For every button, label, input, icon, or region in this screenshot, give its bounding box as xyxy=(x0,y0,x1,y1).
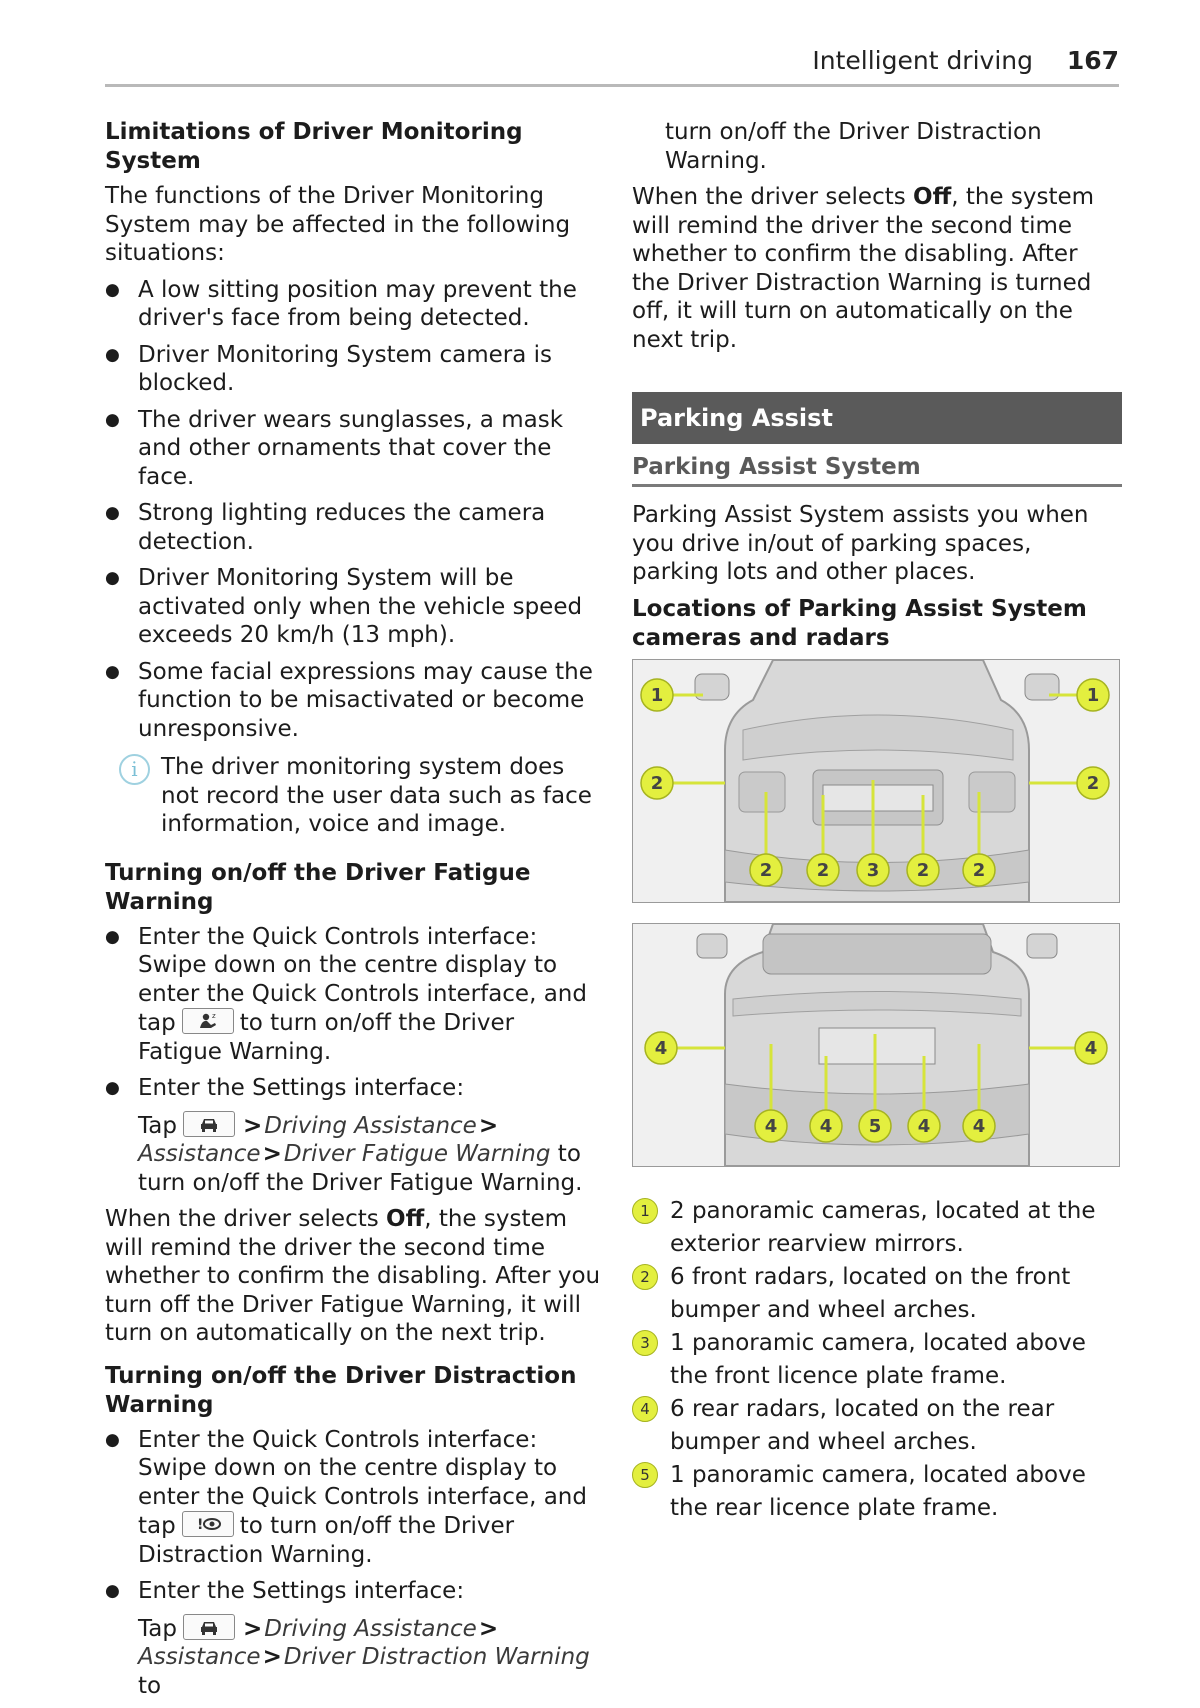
fatigue-heading: Turning on/off the Driver Fatigue Warning xyxy=(105,859,531,915)
legend-item: 1 2 panoramic cameras, located at the exterior rearview mirrors. xyxy=(632,1195,1122,1261)
rear-label-bottom-5: 4 xyxy=(972,1115,986,1137)
distraction-off-paragraph: When the driver selects Off, the system will remind the driver the second time whether to confirm the disabling. After the Driver Distraction Warning is turned off, it will turn on automatically on the next trip. xyxy=(632,184,1095,353)
fatigue-list xyxy=(105,923,605,1103)
limitations-list xyxy=(105,276,605,744)
locations-heading: Locations of Parking Assist System cameras and radars xyxy=(632,595,1087,651)
car-settings-icon xyxy=(183,1614,235,1640)
limitations-intro: The functions of the Driver Monitoring System may be affected in the following situations: xyxy=(105,183,571,266)
legend-badge: 1 xyxy=(632,1198,658,1224)
distraction-settings-path: Tap >Driving Assistance>Assistance>Driver Distraction Warning to xyxy=(138,1615,590,1699)
front-label-side-left: 2 xyxy=(650,772,664,794)
page-number: 167 xyxy=(1066,46,1119,75)
left-column xyxy=(105,118,605,1708)
page-header xyxy=(105,40,1119,87)
right-column xyxy=(632,118,1122,1525)
parking-intro: Parking Assist System assists you when you drive in/out of parking spaces, parking lots and other places. xyxy=(632,502,1089,585)
list-item: ● A low sitting position may prevent the driver's face from being detected. xyxy=(105,276,605,333)
chevron-right-icon: > xyxy=(242,1615,263,1642)
list-item: ● Some facial expressions may cause the function to be misactivated or become unresponsive. xyxy=(105,658,605,744)
front-label-bottom-4: 2 xyxy=(916,859,930,881)
front-label-bottom-3: 3 xyxy=(866,859,880,881)
list-item: ● Driver Monitoring System camera is blocked. xyxy=(105,341,605,398)
legend-badge: 3 xyxy=(632,1330,658,1356)
list-item: ● Enter the Settings interface: xyxy=(105,1074,605,1103)
chevron-right-icon: > xyxy=(262,1644,282,1670)
info-icon: i xyxy=(119,754,150,785)
distraction-list xyxy=(105,1426,605,1606)
rear-label-side-left: 4 xyxy=(654,1037,668,1059)
svg-text:z: z xyxy=(211,1012,216,1020)
front-label-mirror-right: 1 xyxy=(1086,684,1100,706)
legend-badge: 2 xyxy=(632,1264,658,1290)
rear-label-bottom-4: 4 xyxy=(917,1115,931,1137)
list-item: ● Enter the Quick Controls interface: Swipe down on the centre display to enter the Quick Controls interface, and tap ! to turn on/off the Driver Distraction Warning. xyxy=(105,1426,605,1570)
section-bar-parking-assist: Parking Assist xyxy=(632,392,1122,444)
fatigue-warning-icon xyxy=(182,1008,234,1034)
legend-badge: 4 xyxy=(632,1396,658,1422)
front-label-mirror-left: 1 xyxy=(650,684,664,706)
header-section-title: Intelligent driving xyxy=(812,46,1033,75)
legend-item: 5 1 panoramic camera, located above the rear licence plate frame. xyxy=(632,1459,1122,1525)
rear-car-figure xyxy=(632,923,1120,1167)
list-item: ● Driver Monitoring System will be activated only when the vehicle speed exceeds 20 km/h (13 mph). xyxy=(105,564,605,650)
front-car-figure xyxy=(632,659,1120,903)
legend-item: 4 6 rear radars, located on the rear bumper and wheel arches. xyxy=(632,1393,1122,1459)
chevron-right-icon: > xyxy=(478,1112,499,1139)
chevron-right-icon: > xyxy=(478,1615,499,1642)
fatigue-settings-path: Tap >Driving Assistance>Assistance>Driver Fatigue Warning to turn on/off the Driver Fatigue Warning. xyxy=(138,1112,583,1196)
front-label-bottom-5: 2 xyxy=(972,859,986,881)
front-label-side-right: 2 xyxy=(1086,772,1100,794)
rear-label-bottom-3: 5 xyxy=(868,1115,882,1137)
list-item: ● Enter the Settings interface: xyxy=(105,1577,605,1606)
chevron-right-icon: > xyxy=(242,1112,263,1139)
info-note-text: The driver monitoring system does not record the user data such as face information, voice and image. xyxy=(161,754,592,837)
rear-label-side-right: 4 xyxy=(1084,1037,1098,1059)
figure-legend xyxy=(632,1195,1122,1525)
list-item: ● Strong lighting reduces the camera detection. xyxy=(105,499,605,556)
car-settings-icon xyxy=(183,1111,235,1137)
chevron-right-icon: > xyxy=(262,1141,282,1167)
info-note xyxy=(105,753,605,839)
list-item: ● The driver wears sunglasses, a mask and other ornaments that cover the face. xyxy=(105,406,605,492)
legend-badge: 5 xyxy=(632,1462,658,1488)
rear-label-bottom-2: 4 xyxy=(819,1115,833,1137)
rear-label-bottom-1: 4 xyxy=(764,1115,778,1137)
legend-item: 2 6 front radars, located on the front bumper and wheel arches. xyxy=(632,1261,1122,1327)
distraction-heading: Turning on/off the Driver Distraction Warning xyxy=(105,1362,577,1418)
svg-text:!: ! xyxy=(196,1517,204,1533)
front-label-bottom-2: 2 xyxy=(816,859,830,881)
legend-item: 3 1 panoramic camera, located above the front licence plate frame. xyxy=(632,1327,1122,1393)
distraction-warning-icon xyxy=(182,1511,234,1537)
fatigue-off-paragraph: When the driver selects Off, the system will remind the driver the second time whether to confirm the disabling. After you turn off the Driver Fatigue Warning, it will turn on automatically on the next trip. xyxy=(105,1206,601,1346)
list-item: ● Enter the Quick Controls interface: Swipe down on the centre display to enter the Quick Controls interface, and tap z to turn on/off the Driver Fatigue Warning. xyxy=(105,923,605,1067)
limitations-heading: Limitations of Driver Monitoring System xyxy=(105,119,523,174)
subsection-parking-assist-system: Parking Assist System xyxy=(632,454,1122,487)
front-label-bottom-1: 2 xyxy=(759,859,773,881)
distraction-continuation: turn on/off the Driver Distraction Warning. xyxy=(665,119,1042,174)
